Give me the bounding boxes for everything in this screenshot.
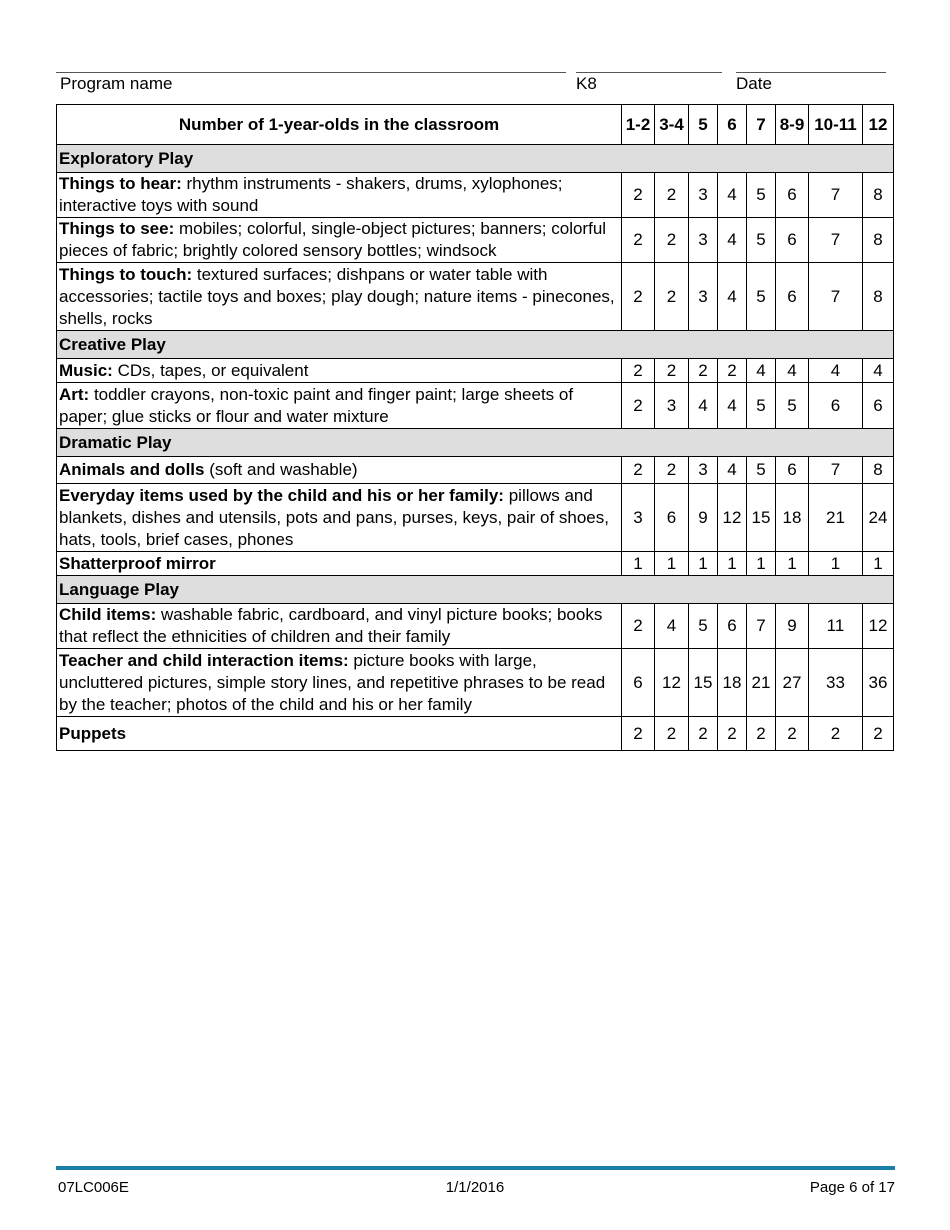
count-cell: 2 (622, 383, 655, 429)
item-description (57, 649, 622, 717)
count-cell: 5 (776, 383, 809, 429)
count-cell: 2 (689, 717, 718, 751)
table-row (57, 359, 894, 383)
count-cell: 6 (776, 263, 809, 331)
item-detail: picture books with large, uncluttered pictures, simple story lines, and repetitive phrases to be read by the teacher; photos of the child and his or her family (59, 650, 606, 714)
item-label: Everyday items used by the child and his or her family: (59, 485, 504, 505)
col-header: 12 (863, 105, 894, 145)
count-cell: 21 (747, 649, 776, 717)
item-description (57, 717, 622, 751)
count-cell: 12 (863, 604, 894, 649)
count-cell: 5 (689, 604, 718, 649)
count-cell: 2 (689, 359, 718, 383)
count-cell: 2 (655, 717, 689, 751)
count-cell: 8 (863, 263, 894, 331)
count-cell: 3 (622, 484, 655, 552)
item-label: Animals and dolls (59, 460, 205, 479)
date-field: Date (736, 72, 886, 96)
count-cell: 3 (689, 173, 718, 218)
count-cell: 1 (718, 552, 747, 576)
count-cell: 4 (718, 173, 747, 218)
item-label: Teacher and child interaction items: (59, 650, 349, 670)
count-cell: 2 (718, 717, 747, 751)
form-id: 07LC006E (58, 1179, 129, 1196)
program-name-field: Program name (56, 72, 566, 96)
section-title: Exploratory Play (57, 145, 894, 173)
count-cell: 8 (863, 218, 894, 263)
item-label: Things to hear: (59, 174, 182, 193)
item-description (57, 359, 622, 383)
page-number: Page 6 of 17 (809, 1179, 895, 1196)
col-header: 6 (718, 105, 747, 145)
count-cell: 7 (809, 218, 863, 263)
count-cell: 2 (655, 457, 689, 484)
count-cell: 6 (776, 173, 809, 218)
col-header: 5 (689, 105, 718, 145)
count-cell: 4 (655, 604, 689, 649)
count-cell: 15 (747, 484, 776, 552)
item-label: Things to see: (59, 219, 175, 238)
table-row (57, 173, 894, 218)
materials-table (56, 104, 894, 751)
item-label: Child items: (59, 605, 157, 624)
table-row (57, 457, 894, 484)
col-header: 7 (747, 105, 776, 145)
count-cell: 3 (689, 263, 718, 331)
count-cell: 6 (809, 383, 863, 429)
count-cell: 1 (776, 552, 809, 576)
item-detail: rhythm instruments - shakers, drums, xylophones; interactive toys with sound (59, 174, 563, 215)
table-row (57, 383, 894, 429)
count-cell: 4 (718, 457, 747, 484)
count-cell: 2 (718, 359, 747, 383)
section-header-row (57, 576, 894, 604)
count-cell: 2 (655, 359, 689, 383)
item-description (57, 457, 622, 484)
count-cell: 2 (655, 218, 689, 263)
count-cell: 18 (776, 484, 809, 552)
item-detail: toddler crayons, non-toxic paint and finger paint; large sheets of paper; glue sticks or flour and water mixture (59, 384, 574, 426)
item-description (57, 484, 622, 552)
count-cell: 2 (622, 263, 655, 331)
table-header-row (57, 105, 894, 145)
count-cell: 5 (747, 218, 776, 263)
section-header-row (57, 145, 894, 173)
footer-rule (56, 1166, 895, 1170)
count-cell: 2 (622, 457, 655, 484)
count-cell: 6 (622, 649, 655, 717)
count-cell: 7 (809, 263, 863, 331)
count-cell: 6 (718, 604, 747, 649)
count-cell: 4 (809, 359, 863, 383)
item-description (57, 604, 622, 649)
count-cell: 1 (747, 552, 776, 576)
item-description (57, 263, 622, 331)
count-cell: 3 (655, 383, 689, 429)
table-row (57, 552, 894, 576)
k8-field: K8 (576, 72, 722, 96)
count-cell: 11 (809, 604, 863, 649)
table-row (57, 263, 894, 331)
count-cell: 2 (655, 173, 689, 218)
item-label: Shatterproof mirror (59, 553, 216, 573)
item-label: Art: (59, 384, 90, 404)
count-cell: 2 (622, 717, 655, 751)
section-title: Creative Play (57, 331, 894, 359)
count-cell: 6 (863, 383, 894, 429)
count-cell: 7 (747, 604, 776, 649)
section-title: Language Play (57, 576, 894, 604)
count-cell: 27 (776, 649, 809, 717)
footer-date: 1/1/2016 (445, 1179, 505, 1196)
count-cell: 4 (776, 359, 809, 383)
section-header-row (57, 331, 894, 359)
count-cell: 1 (655, 552, 689, 576)
count-cell: 4 (718, 383, 747, 429)
count-cell: 33 (809, 649, 863, 717)
count-cell: 1 (809, 552, 863, 576)
count-cell: 1 (689, 552, 718, 576)
count-cell: 6 (655, 484, 689, 552)
count-cell: 2 (622, 173, 655, 218)
count-cell: 2 (622, 604, 655, 649)
count-cell: 5 (747, 457, 776, 484)
count-cell: 2 (776, 717, 809, 751)
count-cell: 9 (776, 604, 809, 649)
section-header-row (57, 429, 894, 457)
count-cell: 36 (863, 649, 894, 717)
count-cell: 2 (655, 263, 689, 331)
item-detail: mobiles; colorful, single-object pictures; banners; colorful pieces of fabric; brightly colored sensory bottles; windsock (59, 219, 607, 260)
table-row (57, 604, 894, 649)
count-cell: 12 (718, 484, 747, 552)
table-title: Number of 1-year-olds in the classroom (57, 105, 622, 145)
count-cell: 5 (747, 173, 776, 218)
table-row (57, 649, 894, 717)
item-label: Things to touch: (59, 264, 193, 284)
count-cell: 12 (655, 649, 689, 717)
col-header: 10-11 (809, 105, 863, 145)
item-description (57, 552, 622, 576)
count-cell: 6 (776, 218, 809, 263)
count-cell: 3 (689, 457, 718, 484)
count-cell: 4 (863, 359, 894, 383)
count-cell: 1 (622, 552, 655, 576)
count-cell: 1 (863, 552, 894, 576)
count-cell: 21 (809, 484, 863, 552)
item-detail: (soft and washable) (204, 460, 358, 479)
item-description (57, 383, 622, 429)
count-cell: 24 (863, 484, 894, 552)
count-cell: 8 (863, 457, 894, 484)
col-header: 8-9 (776, 105, 809, 145)
count-cell: 4 (689, 383, 718, 429)
count-cell: 4 (747, 359, 776, 383)
item-detail: CDs, tapes, or equivalent (112, 360, 309, 380)
count-cell: 4 (718, 218, 747, 263)
item-detail: pillows and blankets, dishes and utensils, pots and pans, purses, keys, pair of shoes, hats, tools, brief cases, phones (59, 485, 609, 549)
count-cell: 9 (689, 484, 718, 552)
count-cell: 2 (747, 717, 776, 751)
count-cell: 15 (689, 649, 718, 717)
table-row (57, 484, 894, 552)
col-header: 3-4 (655, 105, 689, 145)
count-cell: 8 (863, 173, 894, 218)
col-header: 1-2 (622, 105, 655, 145)
count-cell: 7 (809, 173, 863, 218)
item-detail: washable fabric, cardboard, and vinyl picture books; books that reflect the ethnicities of children and their family (59, 605, 603, 646)
table-row (57, 717, 894, 751)
count-cell: 2 (622, 359, 655, 383)
count-cell: 5 (747, 263, 776, 331)
count-cell: 2 (622, 218, 655, 263)
count-cell: 7 (809, 457, 863, 484)
count-cell: 2 (809, 717, 863, 751)
item-description (57, 173, 622, 218)
item-detail: textured surfaces; dishpans or water table with accessories; tactile toys and boxes; play dough; nature items - pinecones, shells, rocks (59, 264, 615, 328)
count-cell: 5 (747, 383, 776, 429)
count-cell: 3 (689, 218, 718, 263)
item-label: Music: (59, 360, 113, 380)
count-cell: 18 (718, 649, 747, 717)
section-title: Dramatic Play (57, 429, 894, 457)
count-cell: 2 (863, 717, 894, 751)
count-cell: 6 (776, 457, 809, 484)
item-description (57, 218, 622, 263)
count-cell: 4 (718, 263, 747, 331)
table-row (57, 218, 894, 263)
item-label: Puppets (59, 723, 127, 743)
